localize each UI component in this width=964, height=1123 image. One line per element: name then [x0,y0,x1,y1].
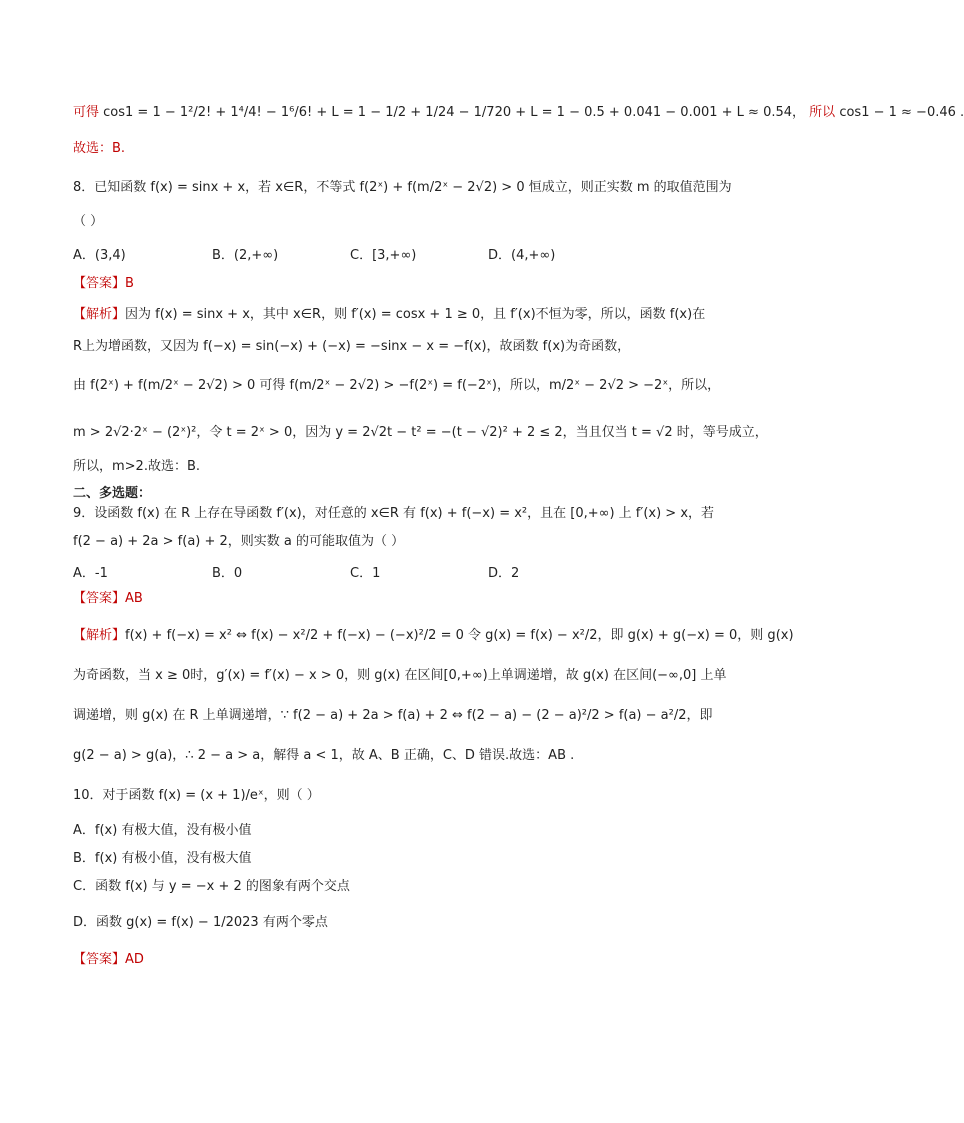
question-8-option-d: D．(4,+∞) [488,248,556,263]
question-10-answer [73,950,722,970]
question-9-option-c: C．1 [350,566,381,581]
answer-choice-line: 故选：B. [73,141,126,156]
question-10-option-d: D．函数 g(x) = f(x) − 1/2023 有两个零点 [73,915,328,930]
question-9-option-a: A．-1 [73,566,108,581]
explanation-text: f(x) + f(−x) = x² ⇔ f(x) − x²/2 + f(−x) − (−x)²/2 = 0 令 g(x) = f(x) − x²/2，即 g(x) + g(−x) = 0，则 g(x) [125,628,794,643]
answer-label: 【答案】 [73,591,126,606]
explanation-text: 因为 f(x) = sinx + x，其中 x∈R，则 f′(x) = cosx + 1 ≥ 0，且 f′(x)不恒为零，所以，函数 f(x)在 [125,307,706,322]
question-10-option-b: B．f(x) 有极小值，没有极大值 [73,851,252,866]
question-8-stem: 8．已知函数 f(x) = sinx + x，若 x∈R，不等式 f(2ˣ) + f(m/2ˣ − 2√2) > 0 恒成立，则正实数 m 的取值范围为 [73,180,732,195]
section-heading-multiple-choice: 二、多选题： [73,486,152,501]
question-8-option-b: B．(2,+∞) [212,248,279,263]
math-expression: cos1 = 1 − 1²/2! + 1⁴/4! − 1⁶/6! + L = 1 − 1/2 + 1/24 − 1/720 + L = 1 − 0.5 + 0.041 − 0.001 + L ≈ 0.54， [103,105,806,120]
answer-label: 【答案】 [73,276,126,291]
question-10-option-c: C．函数 f(x) 与 y = −x + 2 的图象有两个交点 [73,879,350,894]
question-10-option-a: A．f(x) 有极大值，没有极小值 [73,823,252,838]
question-8-parens: （ ） [73,214,104,229]
answer-value: AB [125,591,143,606]
question-8-option-a: A．(3,4) [73,248,126,263]
question-8-explanation-3: 由 f(2ˣ) + f(m/2ˣ − 2√2) > 0 可得 f(m/2ˣ − 2√2) > −f(2ˣ) = f(−2ˣ)，所以，m/2ˣ − 2√2 > −2ˣ，所以， [73,378,721,393]
question-9-stem-1: 9．设函数 f(x) 在 R 上存在导函数 f′(x)，对任意的 x∈R 有 f(x) + f(−x) = x²，且在 [0,+∞) 上 f′(x) > x，若 [73,506,715,521]
question-8-explanation-4: m > 2√2·2ˣ − (2ˣ)²，令 t = 2ˣ > 0，因为 y = 2√2t − t² = −(t − √2)² + 2 ≤ 2，当且仅当 t = √2 时，等号成立， [73,425,768,440]
question-8-explanation-1 [73,305,722,325]
question-9-explanation-1 [73,626,794,646]
explanation-label: 【解析】 [73,307,126,322]
question-8-answer [73,274,722,294]
question-9-explanation-2: 为奇函数，当 x ≥ 0时，g′(x) = f′(x) − x > 0，则 g(x) 在区间[0,+∞)上单调递增，故 g(x) 在区间(−∞,0] 上单 [73,668,727,683]
question-9-explanation-4: g(2 − a) > g(a)，∴ 2 − a > a，解得 a < 1，故 A、B 正确，C、D 错误.故选：AB . [73,748,575,763]
question-10-stem: 10．对于函数 f(x) = (x + 1)/eˣ，则（ ） [73,788,320,803]
question-9-stem-2: f(2 − a) + 2a > f(a) + 2，则实数 a 的可能取值为（ ） [73,534,405,549]
answer-value: B [125,276,134,291]
question-9-explanation-3: 调递增，则 g(x) 在 R 上单调递增，∵ f(2 − a) + 2a > f(a) + 2 ⇔ f(2 − a) − (2 − a)²/2 > f(a) − a²/2，即 [73,708,713,723]
math-expression: cos1 − 1 ≈ −0.46 . [839,105,964,120]
solution-line-cos1 [73,103,964,123]
answer-value: AD [125,952,144,967]
answer-label: 【答案】 [73,952,126,967]
text-segment: 可得 [73,105,100,120]
question-8-explanation-5: 所以，m>2.故选：B. [73,459,201,474]
question-9-answer [73,589,722,609]
text-segment: 所以 [809,105,836,120]
question-8-explanation-2: R上为增函数，又因为 f(−x) = sin(−x) + (−x) = −sinx − x = −f(x)，故函数 f(x)为奇函数， [73,339,631,354]
question-9-option-d: D．2 [488,566,520,581]
question-8-option-c: C．[3,+∞) [350,248,417,263]
explanation-label: 【解析】 [73,628,126,643]
question-9-option-b: B．0 [212,566,243,581]
